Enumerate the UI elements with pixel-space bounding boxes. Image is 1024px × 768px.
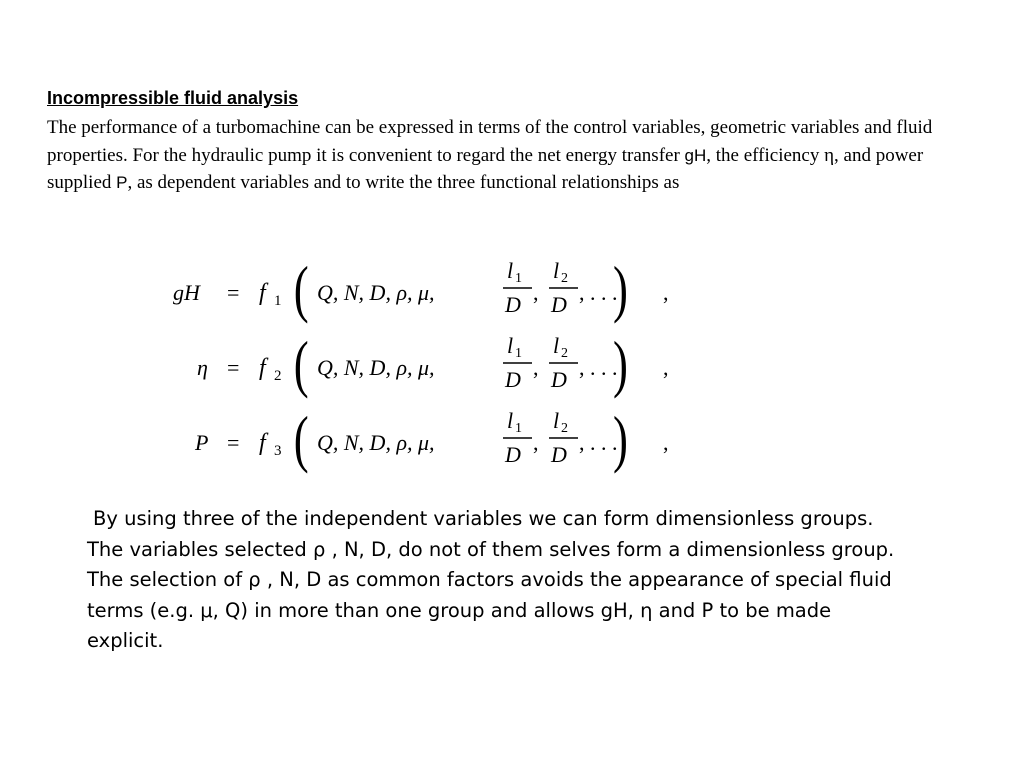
eq2-frac2-num: l bbox=[553, 333, 560, 358]
eq2-left-paren: ( bbox=[293, 328, 309, 399]
section-heading: Incompressible fluid analysis bbox=[47, 88, 299, 108]
eq1-comma: , bbox=[533, 280, 539, 305]
eq1-frac2-den: D bbox=[551, 292, 567, 317]
equation-block bbox=[165, 250, 705, 480]
intro-var-p: P bbox=[116, 173, 128, 192]
intro-paragraph bbox=[47, 114, 967, 197]
eq1-lhs: gH bbox=[173, 280, 200, 305]
eq2-frac1-num-sub: 1 bbox=[515, 346, 522, 361]
eq3-tail: , . . . bbox=[579, 430, 618, 455]
eq3-frac2-num: l bbox=[553, 408, 560, 433]
eq1-frac1-num-sub: 1 bbox=[515, 271, 522, 286]
closing-text: By using three of the independent variables we can form dimensionless groups. The variables selected ρ , N, D, do not of them selves form a dimensionless group. The selection of ρ , N, D as common factors avoids the appearance of special fluid terms (e.g. μ, Q) in more than one group and allows gH, η and P to be made explicit. bbox=[87, 507, 895, 653]
equations-svg bbox=[165, 250, 705, 480]
eq1-right-paren: ) bbox=[613, 253, 628, 324]
eq3-frac2-den: D bbox=[551, 442, 567, 467]
eq3-equals: = bbox=[227, 430, 240, 455]
eq3-right-paren: ) bbox=[613, 403, 628, 474]
intro-var-gh: gH bbox=[684, 145, 707, 165]
eq1-args: Q, N, D, ρ, μ, bbox=[317, 280, 435, 305]
intro-text-3: , as dependent variables and to write the three functional relationships as bbox=[127, 172, 680, 193]
eq1-equals: = bbox=[227, 280, 240, 305]
eq1-frac1-den: D bbox=[505, 292, 521, 317]
eq1-tail: , . . . bbox=[579, 280, 618, 305]
eq2-frac2-den: D bbox=[551, 367, 567, 392]
eq3-frac2-num-sub: 2 bbox=[561, 421, 568, 436]
eq3-left-paren: ( bbox=[293, 403, 309, 474]
eq2-lhs: η bbox=[197, 355, 208, 380]
intro-text-1: The performance of a turbomachine can be expressed in terms of the control variables, geometric variables and fluid properties. For the hydraulic pump it is convenient to regard the net energy transfer bbox=[47, 117, 933, 166]
eq2-frac2-num-sub: 2 bbox=[561, 346, 568, 361]
eq3-frac1-den: D bbox=[505, 442, 521, 467]
eq1-func-sub: 1 bbox=[274, 293, 282, 309]
eq2-frac1-num: l bbox=[507, 333, 514, 358]
eq3-end: , bbox=[663, 430, 669, 455]
eq2-tail: , . . . bbox=[579, 355, 618, 380]
eq2-func-sub: 2 bbox=[274, 368, 282, 384]
closing-paragraph bbox=[87, 504, 907, 657]
eq2-end: , bbox=[663, 355, 669, 380]
eq3-func-sub: 3 bbox=[274, 443, 282, 459]
eq2-comma: , bbox=[533, 355, 539, 380]
eq1-frac2-num: l bbox=[553, 258, 560, 283]
eq3-comma: , bbox=[533, 430, 539, 455]
eq3-func: f bbox=[259, 430, 266, 456]
eq3-lhs: P bbox=[195, 430, 209, 455]
eq2-equals: = bbox=[227, 355, 240, 380]
eq2-right-paren: ) bbox=[613, 328, 628, 399]
eq1-frac2-num-sub: 2 bbox=[561, 271, 568, 286]
equation-2 bbox=[197, 328, 669, 399]
eq1-end: , bbox=[663, 280, 669, 305]
eq3-frac1-num: l bbox=[507, 408, 514, 433]
eq1-frac1-num: l bbox=[507, 258, 514, 283]
eq2-args: Q, N, D, ρ, μ, bbox=[317, 355, 435, 380]
eq3-frac1-num-sub: 1 bbox=[515, 421, 522, 436]
equation-3 bbox=[194, 403, 669, 474]
eq2-func: f bbox=[259, 355, 266, 381]
equation-1 bbox=[173, 253, 669, 324]
eq3-args: Q, N, D, ρ, μ, bbox=[317, 430, 435, 455]
eq1-left-paren: ( bbox=[293, 253, 309, 324]
intro-text-2: , the efficiency η, and power supplied bbox=[47, 144, 924, 193]
eq1-func: f bbox=[259, 280, 266, 306]
eq2-frac1-den: D bbox=[505, 367, 521, 392]
